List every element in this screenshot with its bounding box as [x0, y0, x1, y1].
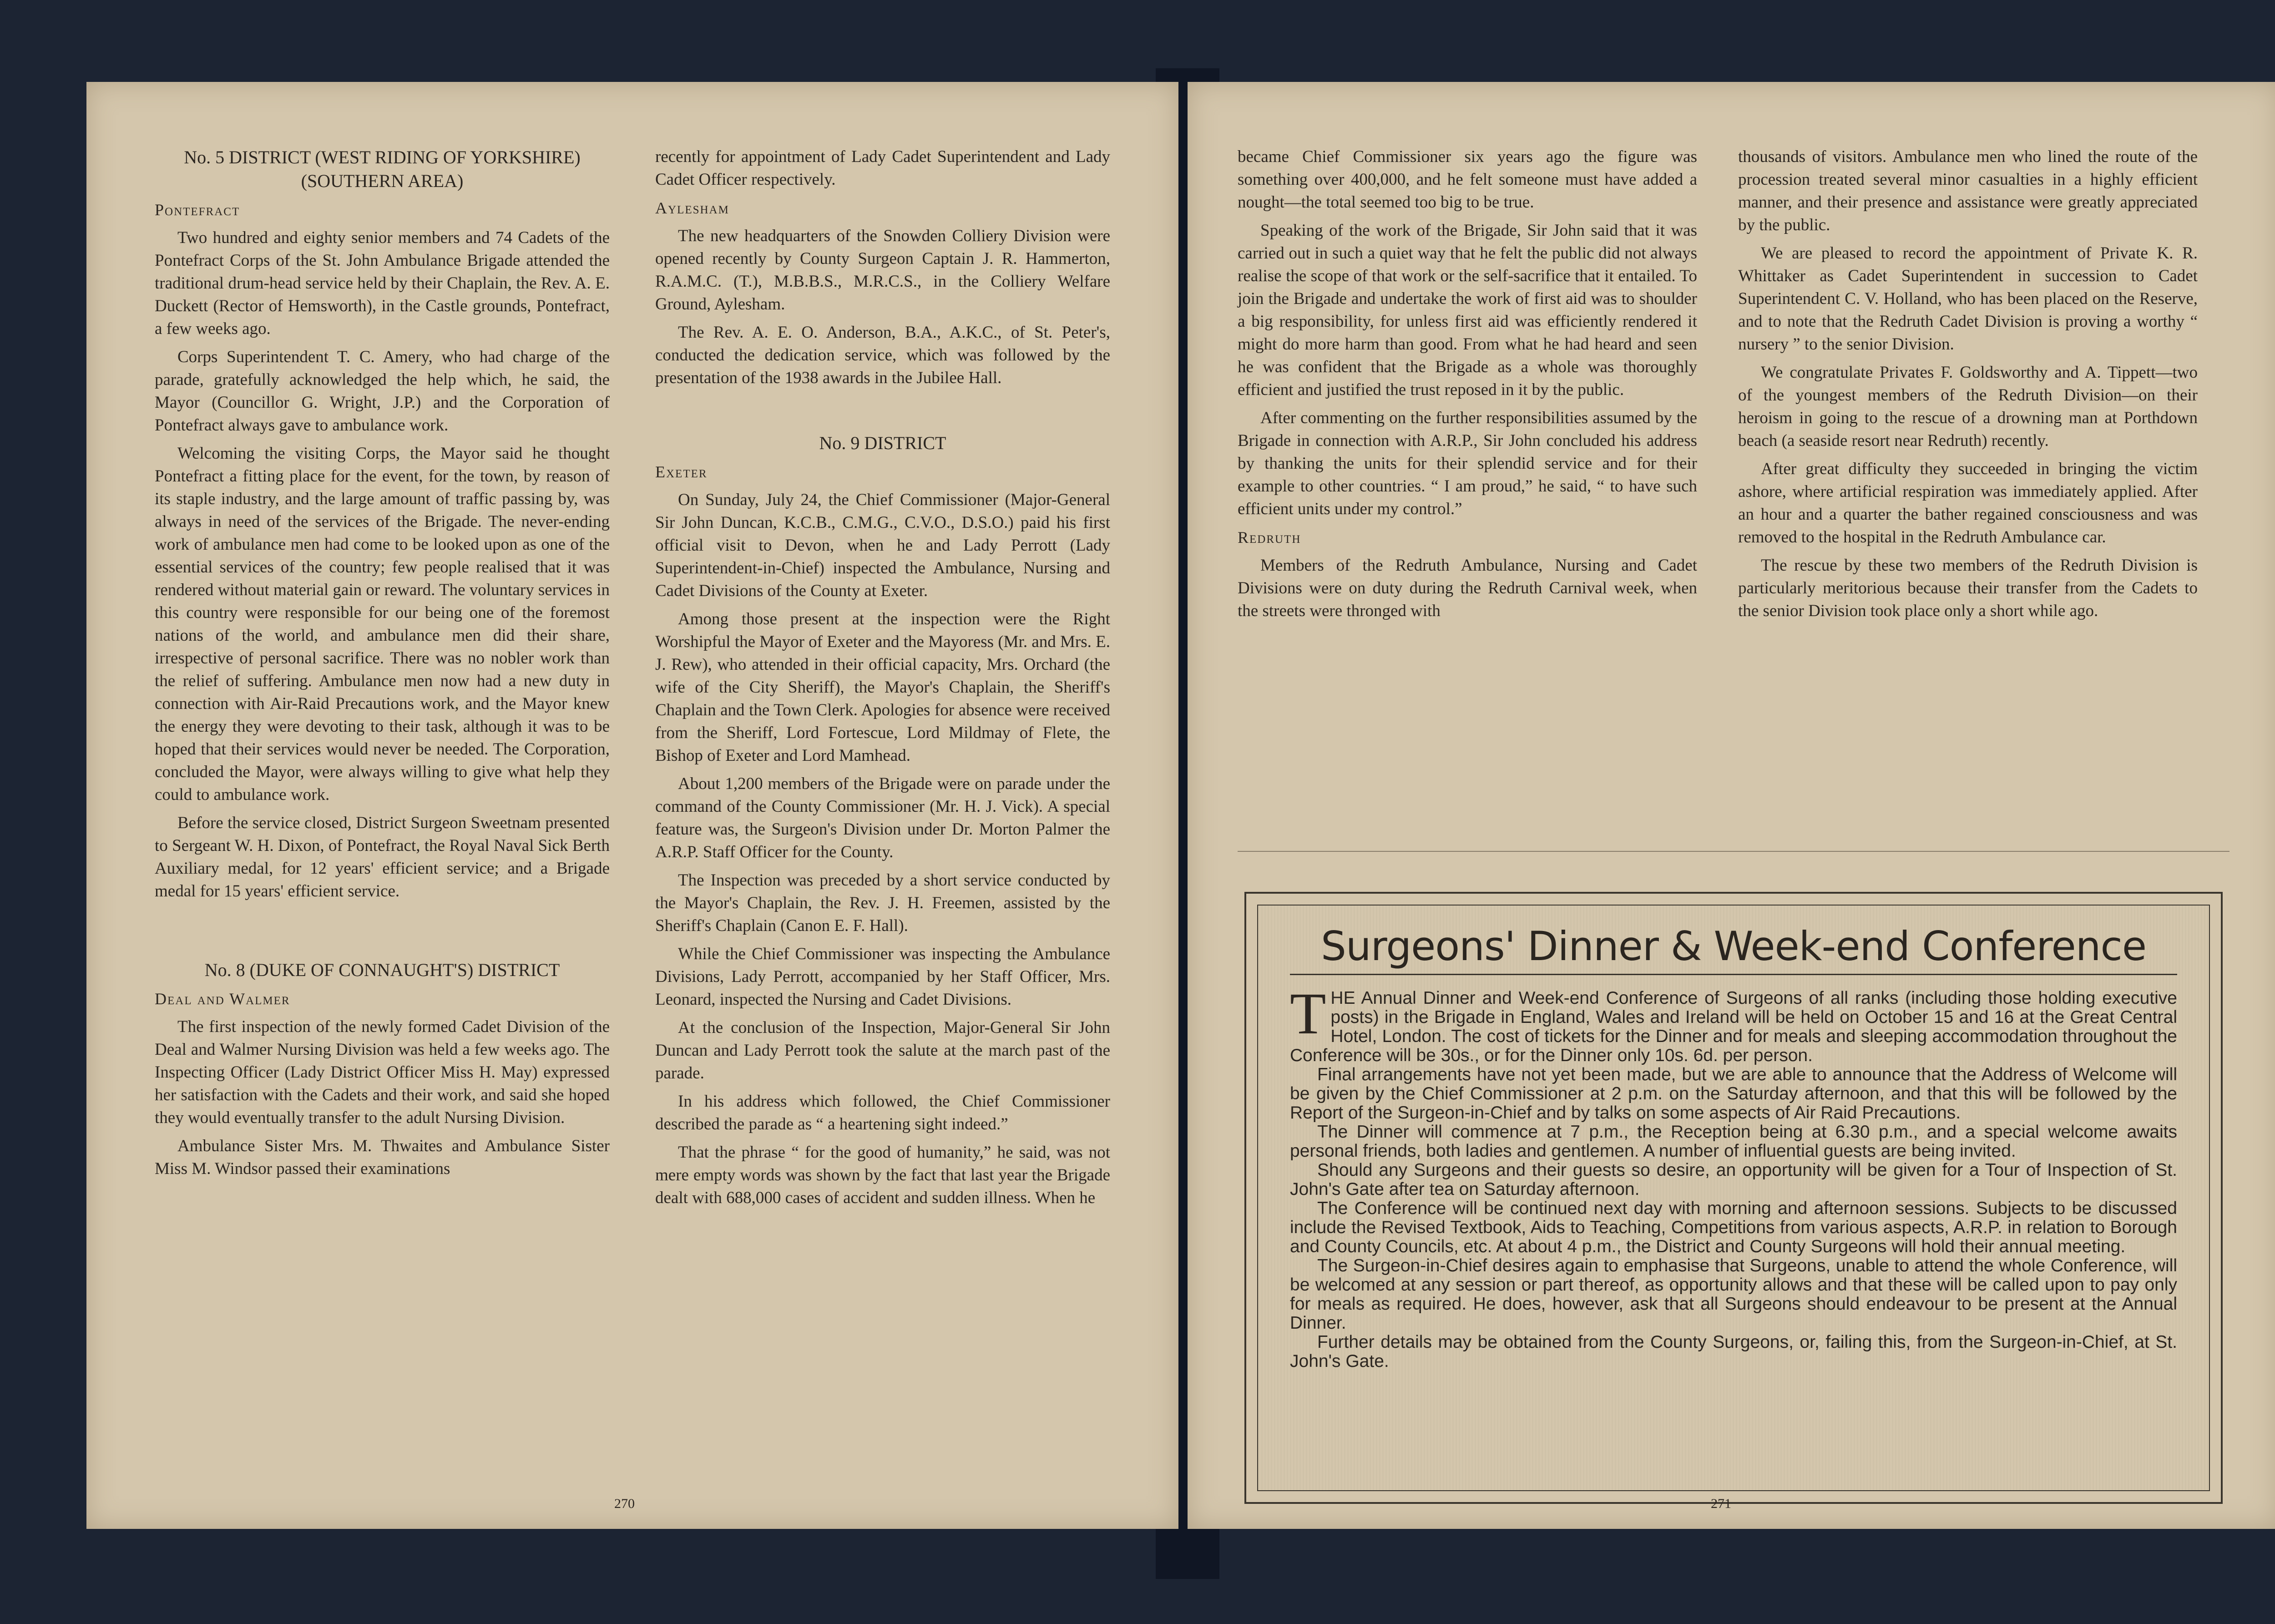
paragraph: Ambulance Sister Mrs. M. Thwaites and Ambulance Sister Miss M. Windsor passed their examinations [155, 1137, 610, 1178]
paragraph: Before the service closed, District Surgeon Sweetnam presented to Sergeant W. H. Dixon, of Pontefract, the Royal Naval Sick Berth Auxiliary medal, for 12 years' efficient service; and a Brigade medal for 15 years' efficient service. [155, 814, 610, 901]
paragraph: The Conference will be continued next day with morning and afternoon sessions. Subjects to be discussed include the Revised Textbook, Aids to Teaching, Competitions from various aspects, A.R.P. in relation to Borough and County Councils, etc. At about 4 p.m., the District and County Surgeons will hold their annual meeting. [1290, 1199, 2177, 1256]
paragraph: Final arrangements have not yet been made, but we are able to announce that the Address of Welcome will be given by the Chief Commissioner at 2 p.m. on the Saturday afternoon, and that this will be followed by the Report of the Surgeon-in-Chief and by talks on some aspects of Air Raid Precautions. [1290, 1065, 2177, 1123]
conference-body [1290, 981, 2177, 1371]
paragraph: About 1,200 members of the Brigade were on parade under the command of the County Commissioner (Mr. H. J. Vick). A special feature was, the Surgeon's Division under Dr. Morton Palmer the A.R.P. Staff Officer for the County. [655, 774, 1110, 861]
paragraph: That the phrase “ for the good of humanity,” he said, was not mere empty words was shown by the fact that last year the Brigade dealt with 688,000 cases of accident and sudden illness. When he [655, 1143, 1110, 1207]
paragraph: Further details may be obtained from the County Surgeons, or, failing this, from the Surgeon-in-Chief, at St. John's Gate. [1290, 1332, 2177, 1371]
paragraph: The Inspection was preceded by a short service conducted by the Mayor's Chaplain, the Rev. J. H. Freemen, assisted by the Sheriff's Chaplain (Canon E. F. Hall). [655, 871, 1110, 935]
title-underline [1290, 974, 2177, 975]
redruth-subhead: Redruth [1238, 528, 1301, 546]
paragraph-continued: thousands of visitors. Ambulance men who lined the route of the procession treated several minor casualties in a highly efficient manner, and their presence and assistance were greatly appreciated by the public. [1738, 147, 2198, 234]
paragraph: Among those present at the inspection were the Right Worshipful the Mayor of Exeter and the Mayoress (Mr. and Mrs. E. J. Rew), who attended in their official capacity, Mrs. Orchard (the wife of the City Sheriff), the Mayor's Chaplain, the Sheriff's Chaplain and the Town Clerk. Apologies for absence were received from the Sheriff, Lord Fortescue, Lord Mildmay of Flete, the Bishop of Exeter and Lord Mamhead. [655, 610, 1110, 765]
paragraph: We congratulate Privates F. Goldsworthy and A. Tippett—two of the youngest members of the Redruth Division—on their heroism in going to the rescue of a drowning man at Porthdown beach (a seaside resort near Redruth) recently. [1738, 363, 2198, 450]
left-page [86, 82, 1178, 1529]
conference-notice-inner [1257, 905, 2210, 1491]
paragraph: Corps Superintendent T. C. Amery, who had charge of the parade, gratefully acknowledged the help which, he said, the Mayor (Councillor G. Wright, J.P.) and the Corporation of Pontefract always gave to ambulance work. [155, 348, 610, 435]
right-column-1 [1238, 146, 1697, 628]
paragraph: Two hundred and eighty senior members and 74 Cadets of the Pontefract Corps of the St. John Ambulance Brigade attended the traditional drum-head service held by their Chaplain, the Rev. A. E. Duckett (Rector of Hemsworth), in the Castle grounds, Pontefract, a few weeks ago. [155, 228, 610, 338]
paragraph: Speaking of the work of the Brigade, Sir John said that it was carried out in such a quiet way that he felt the public did not always realise the scope of that work or the self-sacrifice that it entailed. To join the Brigade and undertake the work of first aid was to shoulder a big responsibility, for unless first aid was efficiently rendered it might do more harm than good. From what he had heard and seen he was confident that the Brigade as a whole was thoroughly efficient and justified the trust reposed in it by the public. [1238, 221, 1697, 399]
district-8-heading: No. 8 (DUKE OF CONNAUGHT'S) DISTRICT [204, 960, 560, 980]
paragraph: We are pleased to record the appointment of Private K. R. Whittaker as Cadet Superintendent in succession to Cadet Superintendent C. V. Holland, who has been placed on the Reserve, and to note that the Redruth Cadet Division is proving a worthy “ nursery ” to the senior Division. [1738, 244, 2198, 354]
deal-walmer-paragraphs [155, 1016, 610, 1180]
paragraph: The Dinner will commence at 7 p.m., the Reception being at 6.30 p.m., and a special welcome awaits personal friends, both ladies and gentlemen. A number of influential guests are being invited. [1290, 1122, 2177, 1161]
paragraph: While the Chief Commissioner was inspecting the Ambulance Divisions, Lady Perrott, accompanied by her Staff Officer, Mrs. Leonard, inspected the Nursing and Cadet Divisions. [655, 945, 1110, 1009]
exeter-subhead: Exeter [655, 463, 708, 481]
conference-first-paragraph [1290, 981, 2177, 1065]
paragraph-continued: became Chief Commissioner six years ago the figure was something over 400,000, and he felt someone must have added a nought—the total seemed too big to be true. [1238, 147, 1697, 212]
paragraph: In his address which followed, the Chief Commissioner described the parade as “ a heartening sight indeed.” [655, 1092, 1110, 1133]
left-column-1 [155, 146, 610, 1186]
pontefract-subhead: Pontefract [155, 201, 240, 219]
paragraph-continued: recently for appointment of Lady Cadet Superintendent and Lady Cadet Officer respectively. [655, 147, 1110, 189]
first-paragraph-text: HE Annual Dinner and Week-end Conference of Surgeons of all ranks (including those holding executive posts) in the Brigade in England, Wales and Ireland will be held on October 15 and 16 at the Great Central Hotel, London. The cost of tickets for the Dinner and for meals and sleeping accommodation throughout the Conference will be 30s., or for the Dinner only 10s. 6d. per person. [1290, 988, 2177, 1065]
paragraph: The rescue by these two members of the Redruth Division is particularly meritorious because their transfer from the Cadets to the senior Division took place only a short while ago. [1738, 556, 2198, 620]
page-number: 271 [1711, 1496, 1731, 1511]
page-number: 270 [614, 1496, 635, 1511]
paragraph: After commenting on the further responsibilities assumed by the Brigade in connection with A.R.P., Sir John concluded his address by thanking the units for their splendid service and for their example to other countries. “ I am proud,” he said, “ to have such efficient units under my control.” [1238, 409, 1697, 518]
right-page [1188, 82, 2275, 1529]
paragraph: The new headquarters of the Snowden Colliery Division were opened recently by County Surgeon Captain J. R. Hammerton, R.A.M.C. (T.), M.B.B.S., M.R.C.S., in the Colliery Welfare Ground, Aylesham. [655, 227, 1110, 314]
paragraph: The Rev. A. E. O. Anderson, B.A., A.K.C., of St. Peter's, conducted the dedication service, which was followed by the presentation of the 1938 awards in the Jubilee Hall. [655, 323, 1110, 387]
paragraph: Members of the Redruth Ambulance, Nursing and Cadet Divisions were on duty during the Redruth Carnival week, when the streets were thronged with [1238, 556, 1697, 620]
horizontal-divider [1238, 851, 2230, 852]
paragraph: Welcoming the visiting Corps, the Mayor said he thought Pontefract a fitting place for the event, for the town, by reason of its staple industry, and the large amount of traffic passing by, was always in need of the services of the Brigade. The never-ending work of ambulance men had come to be looked upon as one of the essential services of the country; few people realised that it was rendered without material gain or reward. The voluntary services in this country were responsible for our being one of the foremost nations of the world, and ambulance men did their share, irrespective of personal sacrifice. There was no nobler work than the relief of suffering. Ambulance men now had a new duty in connection with Air-Raid Precautions work, and the Mayor knew the energy they were devoting to their task, although it was to be hoped that their services would never be needed. The Corporation, concluded the Mayor, were always willing to give what help they could to ambulance work. [155, 444, 610, 804]
paragraph: On Sunday, July 24, the Chief Commissioner (Major-General Sir John Duncan, K.C.B., C.M.G., C.V.O., D.S.O.) paid his first official visit to Devon, when he and Lady Perrott (Lady Superintendent-in-Chief) inspected the Ambulance, Nursing and Cadet Divisions of the County at Exeter. [655, 491, 1110, 600]
paragraph: The first inspection of the newly formed Cadet Division of the Deal and Walmer Nursing Division was held a few weeks ago. The Inspecting Officer (Lady District Officer Miss H. May) expressed her satisfaction with the Cadets and their work, and said she hoped they would eventually transfer to the adult Nursing Division. [155, 1017, 610, 1127]
district-5-heading: No. 5 DISTRICT (WEST RIDING OF YORKSHIRE) (SOUTHERN AREA) [184, 147, 581, 191]
conference-notice-box [1244, 892, 2223, 1504]
paragraph: At the conclusion of the Inspection, Major-General Sir John Duncan and Lady Perrott took the salute at the march past of the parade. [655, 1018, 1110, 1083]
aylesham-subhead: Aylesham [655, 199, 729, 217]
conference-title: Surgeons' Dinner & Week-end Conference [1321, 923, 2146, 970]
drop-cap: T [1290, 981, 1326, 1047]
paragraph: After great difficulty they succeeded in bringing the victim ashore, where artificial respiration was immediately applied. After an hour and a quarter the bather regained consciousness and was removed to the hospital in the Redruth Ambulance car. [1738, 460, 2198, 546]
left-column-2 [655, 146, 1110, 1215]
right-column-2 [1738, 146, 2198, 628]
pontefract-paragraphs [155, 227, 610, 903]
paragraph: Should any Surgeons and their guests so desire, an opportunity will be given for a Tour of Inspection of St. John's Gate after tea on Saturday afternoon. [1290, 1160, 2177, 1199]
deal-walmer-subhead: Deal and Walmer [155, 990, 290, 1008]
paragraph: The Surgeon-in-Chief desires again to emphasise that Surgeons, unable to attend the whole Conference, will be welcomed at any session or part thereof, as opportunity allows and that these will be called upon to pay only for meals as required. He does, however, ask that all Surgeons should endeavour to be present at the Annual Dinner. [1290, 1256, 2177, 1333]
district-9-heading: No. 9 DISTRICT [819, 433, 946, 453]
